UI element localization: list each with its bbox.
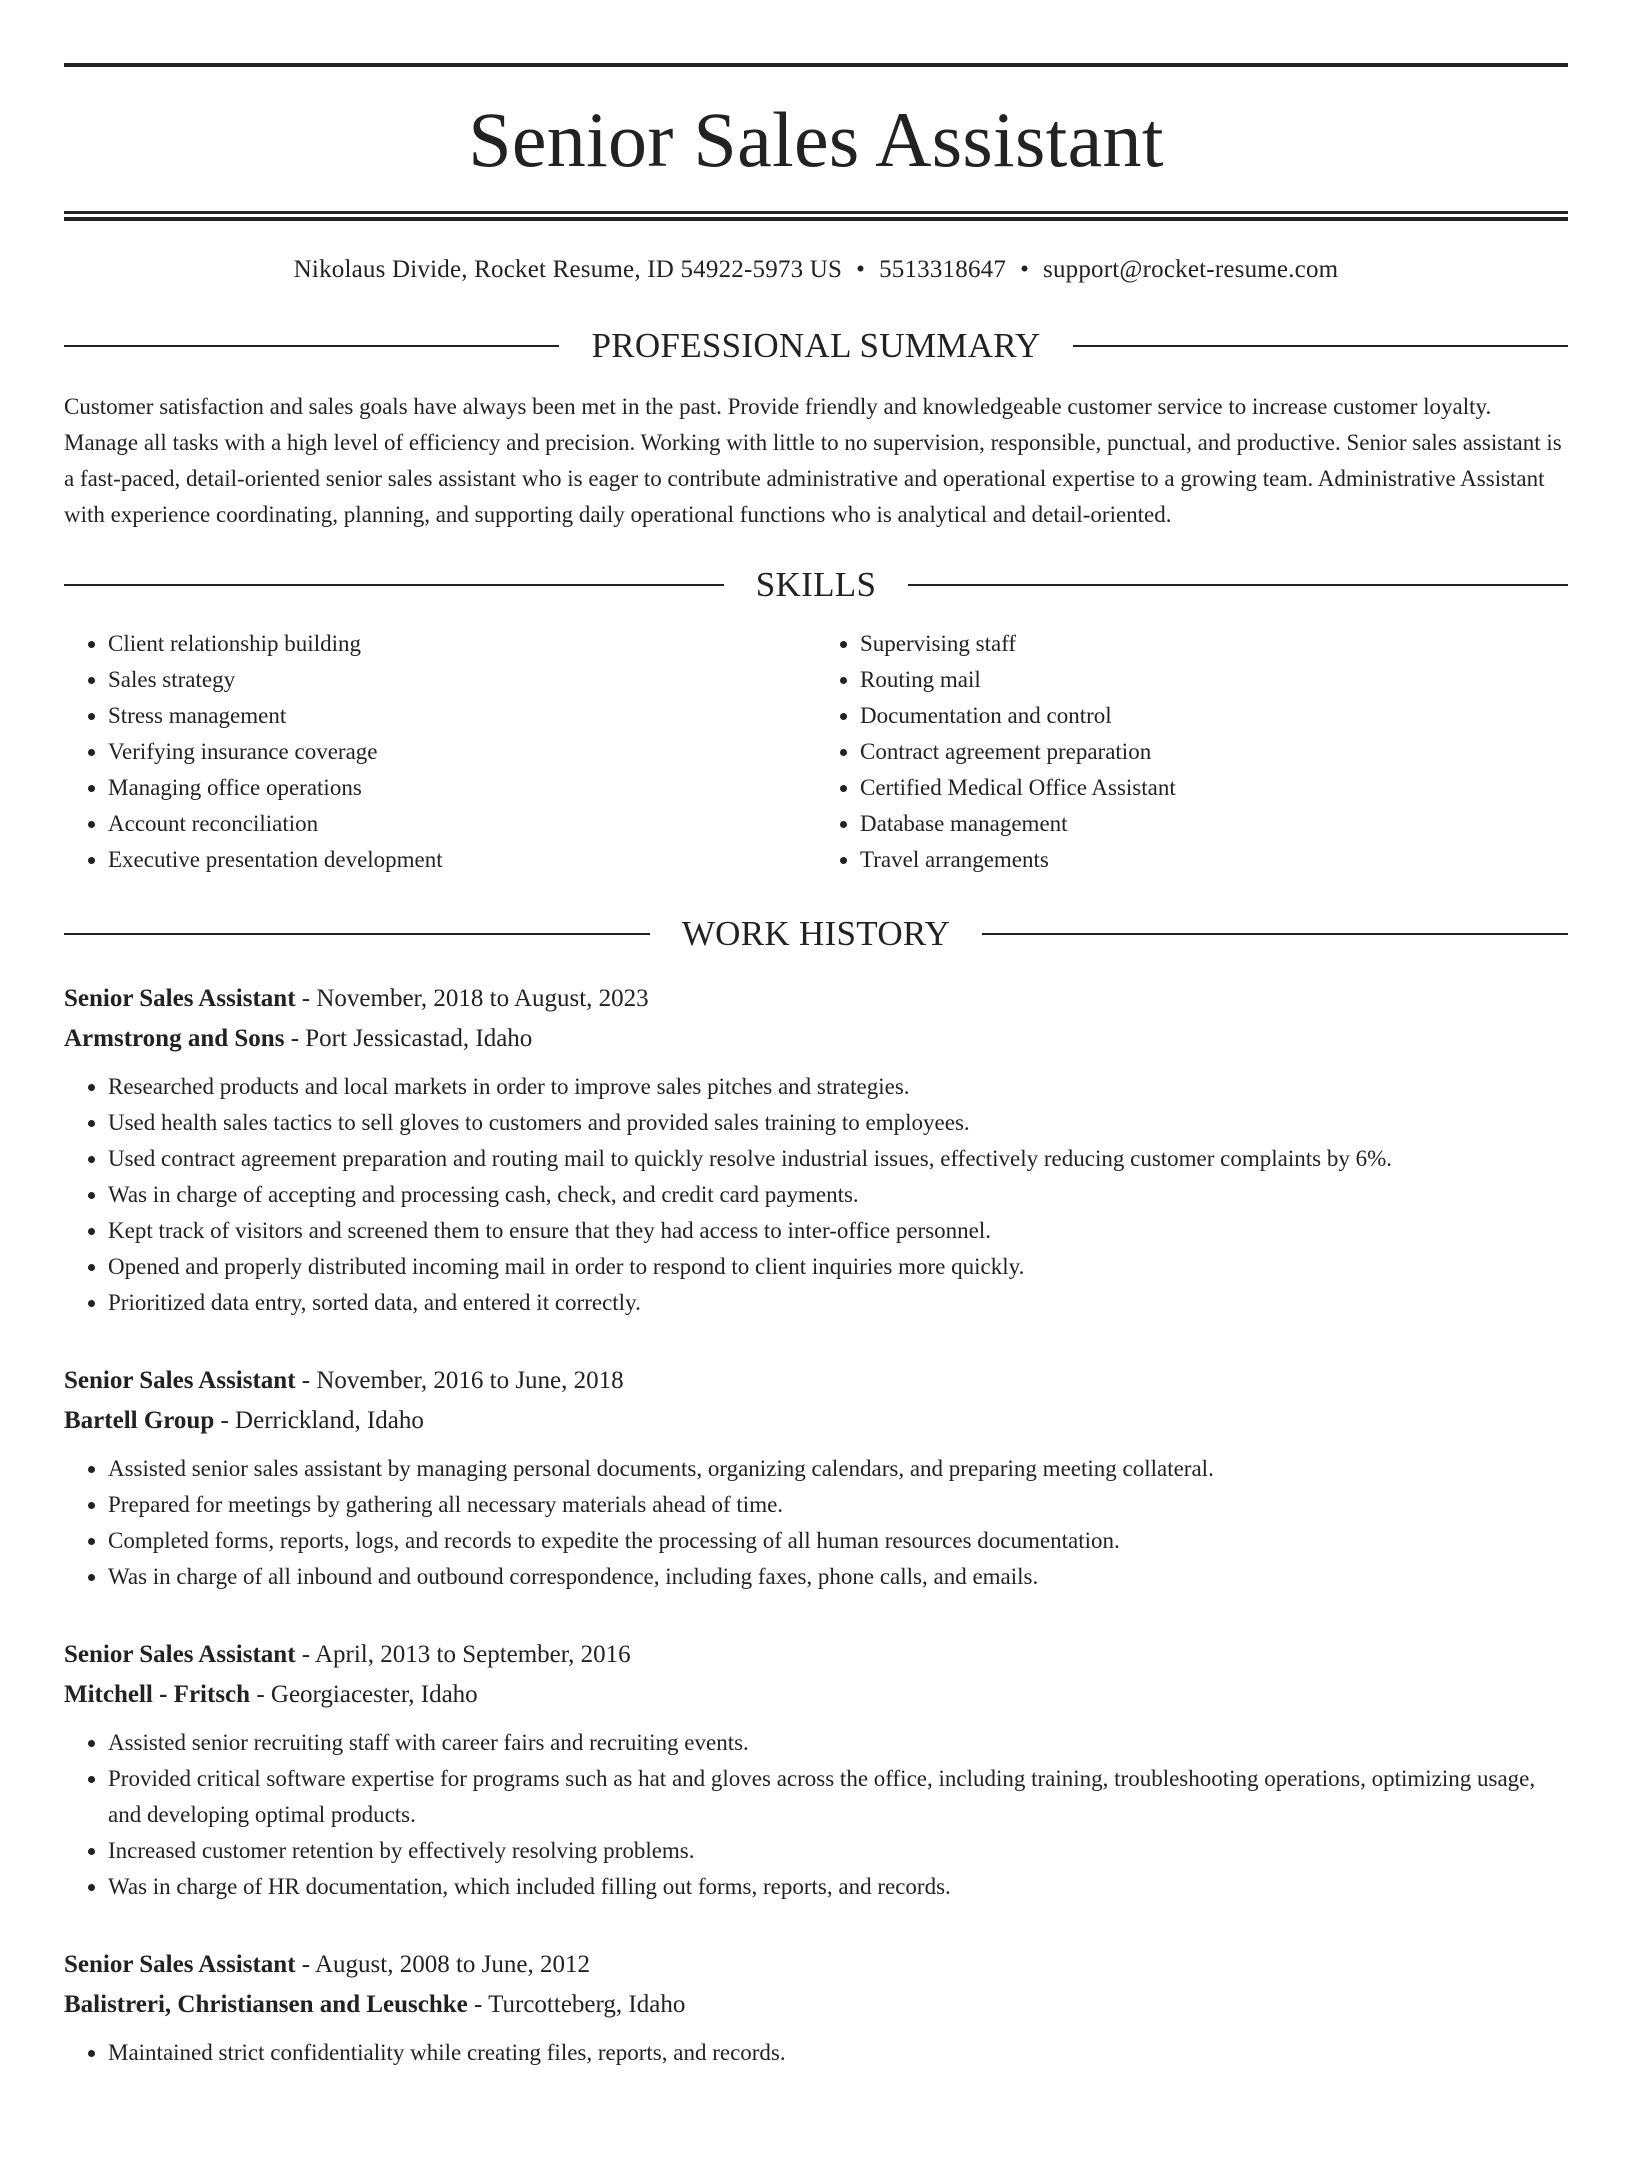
job-company-row xyxy=(64,1675,1568,1715)
job-title-row xyxy=(64,1635,1568,1675)
work-history xyxy=(64,979,1568,2071)
resume-name: Senior Sales Assistant xyxy=(468,96,1164,183)
skills-column-right xyxy=(816,626,1568,878)
job-bullet: • Used contract agreement preparation and routing mail to quickly resolve industrial issues, effectively reducing customer complaints by 6%. xyxy=(108,1141,1568,1177)
job-entry xyxy=(64,1635,1568,1905)
skill-item: • Stress management xyxy=(108,698,816,734)
skill-item: • Verifying insurance coverage xyxy=(108,734,816,770)
section-rule xyxy=(908,584,1568,586)
job-location: - Turcotteberg, Idaho xyxy=(467,1991,686,2018)
job-dates: - November, 2016 to June, 2018 xyxy=(295,1367,624,1394)
resume-page xyxy=(0,63,1632,2175)
skill-item: • Executive presentation development xyxy=(108,842,816,878)
summary-text: Customer satisfaction and sales goals have always been met in the past. Provide friendly and knowledgeable customer service to increase customer loyalty. Manage all tasks with a high level of efficiency and precision. Working with little to no supervision, responsible, punctual, and productive. Senior sales assistant is a fast-paced, detail-oriented senior sales assistant who is eager to contribute administrative and operational expertise to a growing team. Administrative Assistant with experience coordinating, planning, and supporting daily operational functions who is analytical and detail-oriented. xyxy=(64,394,1562,527)
job-entry xyxy=(64,1945,1568,2071)
job-bullet: • Was in charge of all inbound and outbound correspondence, including faxes, phone calls, and emails. xyxy=(108,1559,1568,1595)
double-rule xyxy=(64,211,1568,221)
job-company-row xyxy=(64,1985,1568,2025)
job-location: - Georgiacester, Idaho xyxy=(250,1681,478,1708)
section-rule xyxy=(64,933,650,935)
section-title: SKILLS xyxy=(755,565,877,604)
job-location: - Derrickland, Idaho xyxy=(214,1407,424,1434)
skill-item: • Contract agreement preparation xyxy=(860,734,1568,770)
job-title: Senior Sales Assistant xyxy=(64,1641,296,1668)
skill-item: • Supervising staff xyxy=(860,626,1568,662)
job-company: Mitchell - Fritsch xyxy=(64,1681,251,1708)
contact-line xyxy=(64,257,1568,282)
skill-item: • Database management xyxy=(860,806,1568,842)
section-header-summary xyxy=(64,328,1568,363)
job-company: Armstrong and Sons xyxy=(64,1025,285,1052)
job-bullet: • Researched products and local markets in order to improve sales pitches and strategies. xyxy=(108,1069,1568,1105)
job-company: Balistreri, Christiansen and Leuschke xyxy=(64,1991,468,2018)
contact-email: support@rocket-resume.com xyxy=(1043,256,1339,283)
job-dates: - April, 2013 to September, 2016 xyxy=(295,1641,631,1668)
contact-phone: 5513318647 xyxy=(879,256,1007,283)
section-title: PROFESSIONAL SUMMARY xyxy=(591,326,1041,365)
section-rule xyxy=(1073,345,1568,347)
job-company-row xyxy=(64,1401,1568,1441)
section-rule xyxy=(982,933,1568,935)
job-bullet: • Maintained strict confidentiality while creating files, reports, and records. xyxy=(108,2035,1568,2071)
skills-list xyxy=(64,626,1568,878)
job-title: Senior Sales Assistant xyxy=(64,1367,296,1394)
job-bullet: • Kept track of visitors and screened them to ensure that they had access to inter-office personnel. xyxy=(108,1213,1568,1249)
skill-item: • Managing office operations xyxy=(108,770,816,806)
job-company: Bartell Group xyxy=(64,1407,215,1434)
skill-item: • Documentation and control xyxy=(860,698,1568,734)
job-bullet: • Increased customer retention by effectively resolving problems. xyxy=(108,1833,1568,1869)
job-bullets xyxy=(64,1069,1568,1321)
skill-item: • Sales strategy xyxy=(108,662,816,698)
job-bullet: • Was in charge of HR documentation, which included filling out forms, reports, and records. xyxy=(108,1869,1568,1905)
skill-item: • Account reconciliation xyxy=(108,806,816,842)
section-title: WORK HISTORY xyxy=(681,914,951,953)
job-location: - Port Jessicastad, Idaho xyxy=(284,1025,533,1052)
contact-address: Nikolaus Divide, Rocket Resume, ID 54922-5973 US xyxy=(293,256,843,283)
job-bullet: • Was in charge of accepting and processing cash, check, and credit card payments. xyxy=(108,1177,1568,1213)
top-rule xyxy=(64,63,1568,67)
job-title: Senior Sales Assistant xyxy=(64,1951,296,1978)
job-bullets xyxy=(64,1725,1568,1905)
job-dates: - November, 2018 to August, 2023 xyxy=(295,985,649,1012)
job-entry xyxy=(64,979,1568,1321)
section-header-skills xyxy=(64,567,1568,602)
job-bullet: • Opened and properly distributed incoming mail in order to respond to client inquiries more quickly. xyxy=(108,1249,1568,1285)
job-title-row xyxy=(64,1361,1568,1401)
job-title: Senior Sales Assistant xyxy=(64,985,296,1012)
skills-column-left xyxy=(64,626,816,878)
job-bullet: • Prioritized data entry, sorted data, and entered it correctly. xyxy=(108,1285,1568,1321)
job-bullet: • Assisted senior sales assistant by managing personal documents, organizing calendars, and preparing meeting collateral. xyxy=(108,1451,1568,1487)
job-bullet: • Completed forms, reports, logs, and records to expedite the processing of all human resources documentation. xyxy=(108,1523,1568,1559)
job-bullet: • Prepared for meetings by gathering all necessary materials ahead of time. xyxy=(108,1487,1568,1523)
job-bullet: • Provided critical software expertise for programs such as hat and gloves across the office, including training, troubleshooting operations, optimizing usage, and developing optimal products. xyxy=(108,1761,1568,1833)
skill-item: • Client relationship building xyxy=(108,626,816,662)
skill-item: • Routing mail xyxy=(860,662,1568,698)
job-bullets xyxy=(64,1451,1568,1595)
skill-item: • Travel arrangements xyxy=(860,842,1568,878)
section-header-work xyxy=(64,916,1568,951)
job-title-row xyxy=(64,1945,1568,1985)
job-title-row xyxy=(64,979,1568,1019)
job-entry xyxy=(64,1361,1568,1595)
job-dates: - August, 2008 to June, 2012 xyxy=(295,1951,590,1978)
job-bullets xyxy=(64,2035,1568,2071)
job-company-row xyxy=(64,1019,1568,1059)
job-bullet: • Used health sales tactics to sell gloves to customers and provided sales training to employees. xyxy=(108,1105,1568,1141)
contact-separator: • xyxy=(856,256,866,283)
section-rule xyxy=(64,345,559,347)
skill-item: • Certified Medical Office Assistant xyxy=(860,770,1568,806)
contact-separator: • xyxy=(1020,256,1030,283)
job-bullet: • Assisted senior recruiting staff with career fairs and recruiting events. xyxy=(108,1725,1568,1761)
section-rule xyxy=(64,584,724,586)
